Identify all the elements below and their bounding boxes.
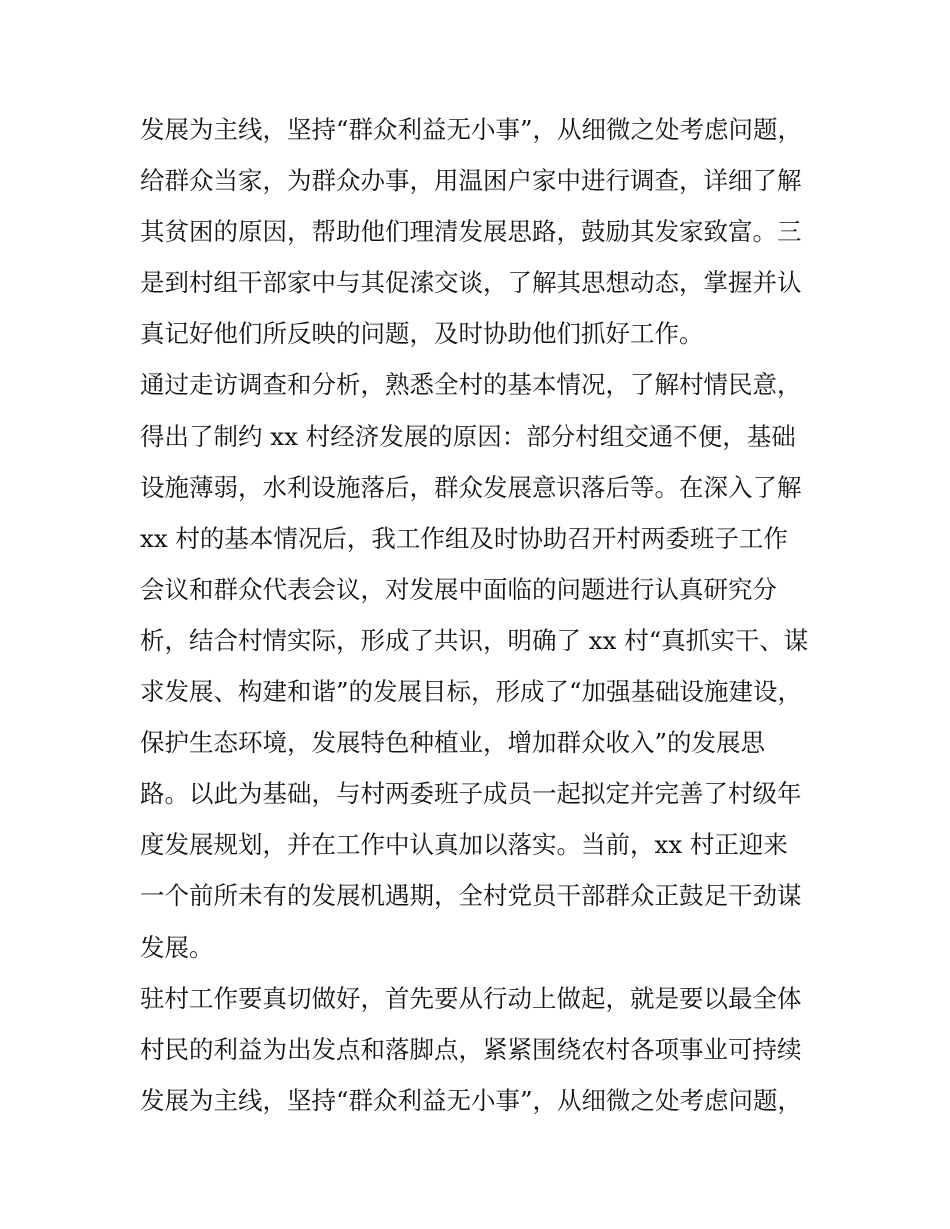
text-line: 通过走访调查和分析，熟悉全村的基本情况，了解村情民意，	[140, 370, 802, 400]
text-line: 一个前所未有的发展机遇期，全村党员干部群众正鼓足干劲谋	[140, 881, 802, 911]
text-line: 给群众当家，为群众办事，用温困户家中进行调查，详细了解	[140, 166, 802, 196]
text-line: 求发展、构建和谐”的发展目标，形成了“加强基础设施建设，	[140, 677, 803, 707]
text-line: 设施薄弱，水利设施落后，群众发展意识落后等。在深入了解	[140, 472, 802, 502]
text-line: 发展为主线，坚持“群众利益无小事”，从细微之处考虑问题，	[140, 1085, 803, 1115]
text-line: 会议和群众代表会议，对发展中面临的问题进行认真研究分	[140, 574, 777, 604]
text-line: 析，结合村情实际，形成了共识，明确了 xx 村“真抓实干、谋	[140, 625, 809, 655]
text-line: 发展。	[140, 932, 214, 962]
text-line: 村民的利益为出发点和落脚点，紧紧围绕农村各项事业可持续	[140, 1034, 802, 1064]
text-line: xx 村的基本情况后，我工作组及时协助召开村两委班子工作	[140, 523, 788, 553]
text-line: 发展为主线，坚持“群众利益无小事”，从细微之处考虑问题，	[140, 115, 803, 144]
text-line: 驻村工作要真切做好，首先要从行动上做起，就是要以最全体	[140, 983, 802, 1013]
text-line: 真记好他们所反映的问题，及时协助他们抓好工作。	[140, 319, 704, 349]
text-line: 是到村组干部家中与其促溹交谈，了解其思想动态，掌握并认	[140, 268, 802, 298]
text-line: 度发展规划，并在工作中认真加以落实。当前，xx 村正迎来	[140, 830, 788, 860]
text-line: 保护生态环境，发展特色种植业，增加群众收入”的发展思	[140, 728, 766, 758]
body-text	[140, 104, 820, 1126]
text-line: 其贫困的原因，帮助他们理清发展思路，鼓励其发家致富。三	[140, 217, 802, 247]
text-line: 路。以此为基础，与村两委班子成员一起拟定并完善了村级年	[140, 779, 802, 809]
text-line: 得出了制约 xx 村经济发展的原因：部分村组交通不便，基础	[140, 421, 796, 451]
